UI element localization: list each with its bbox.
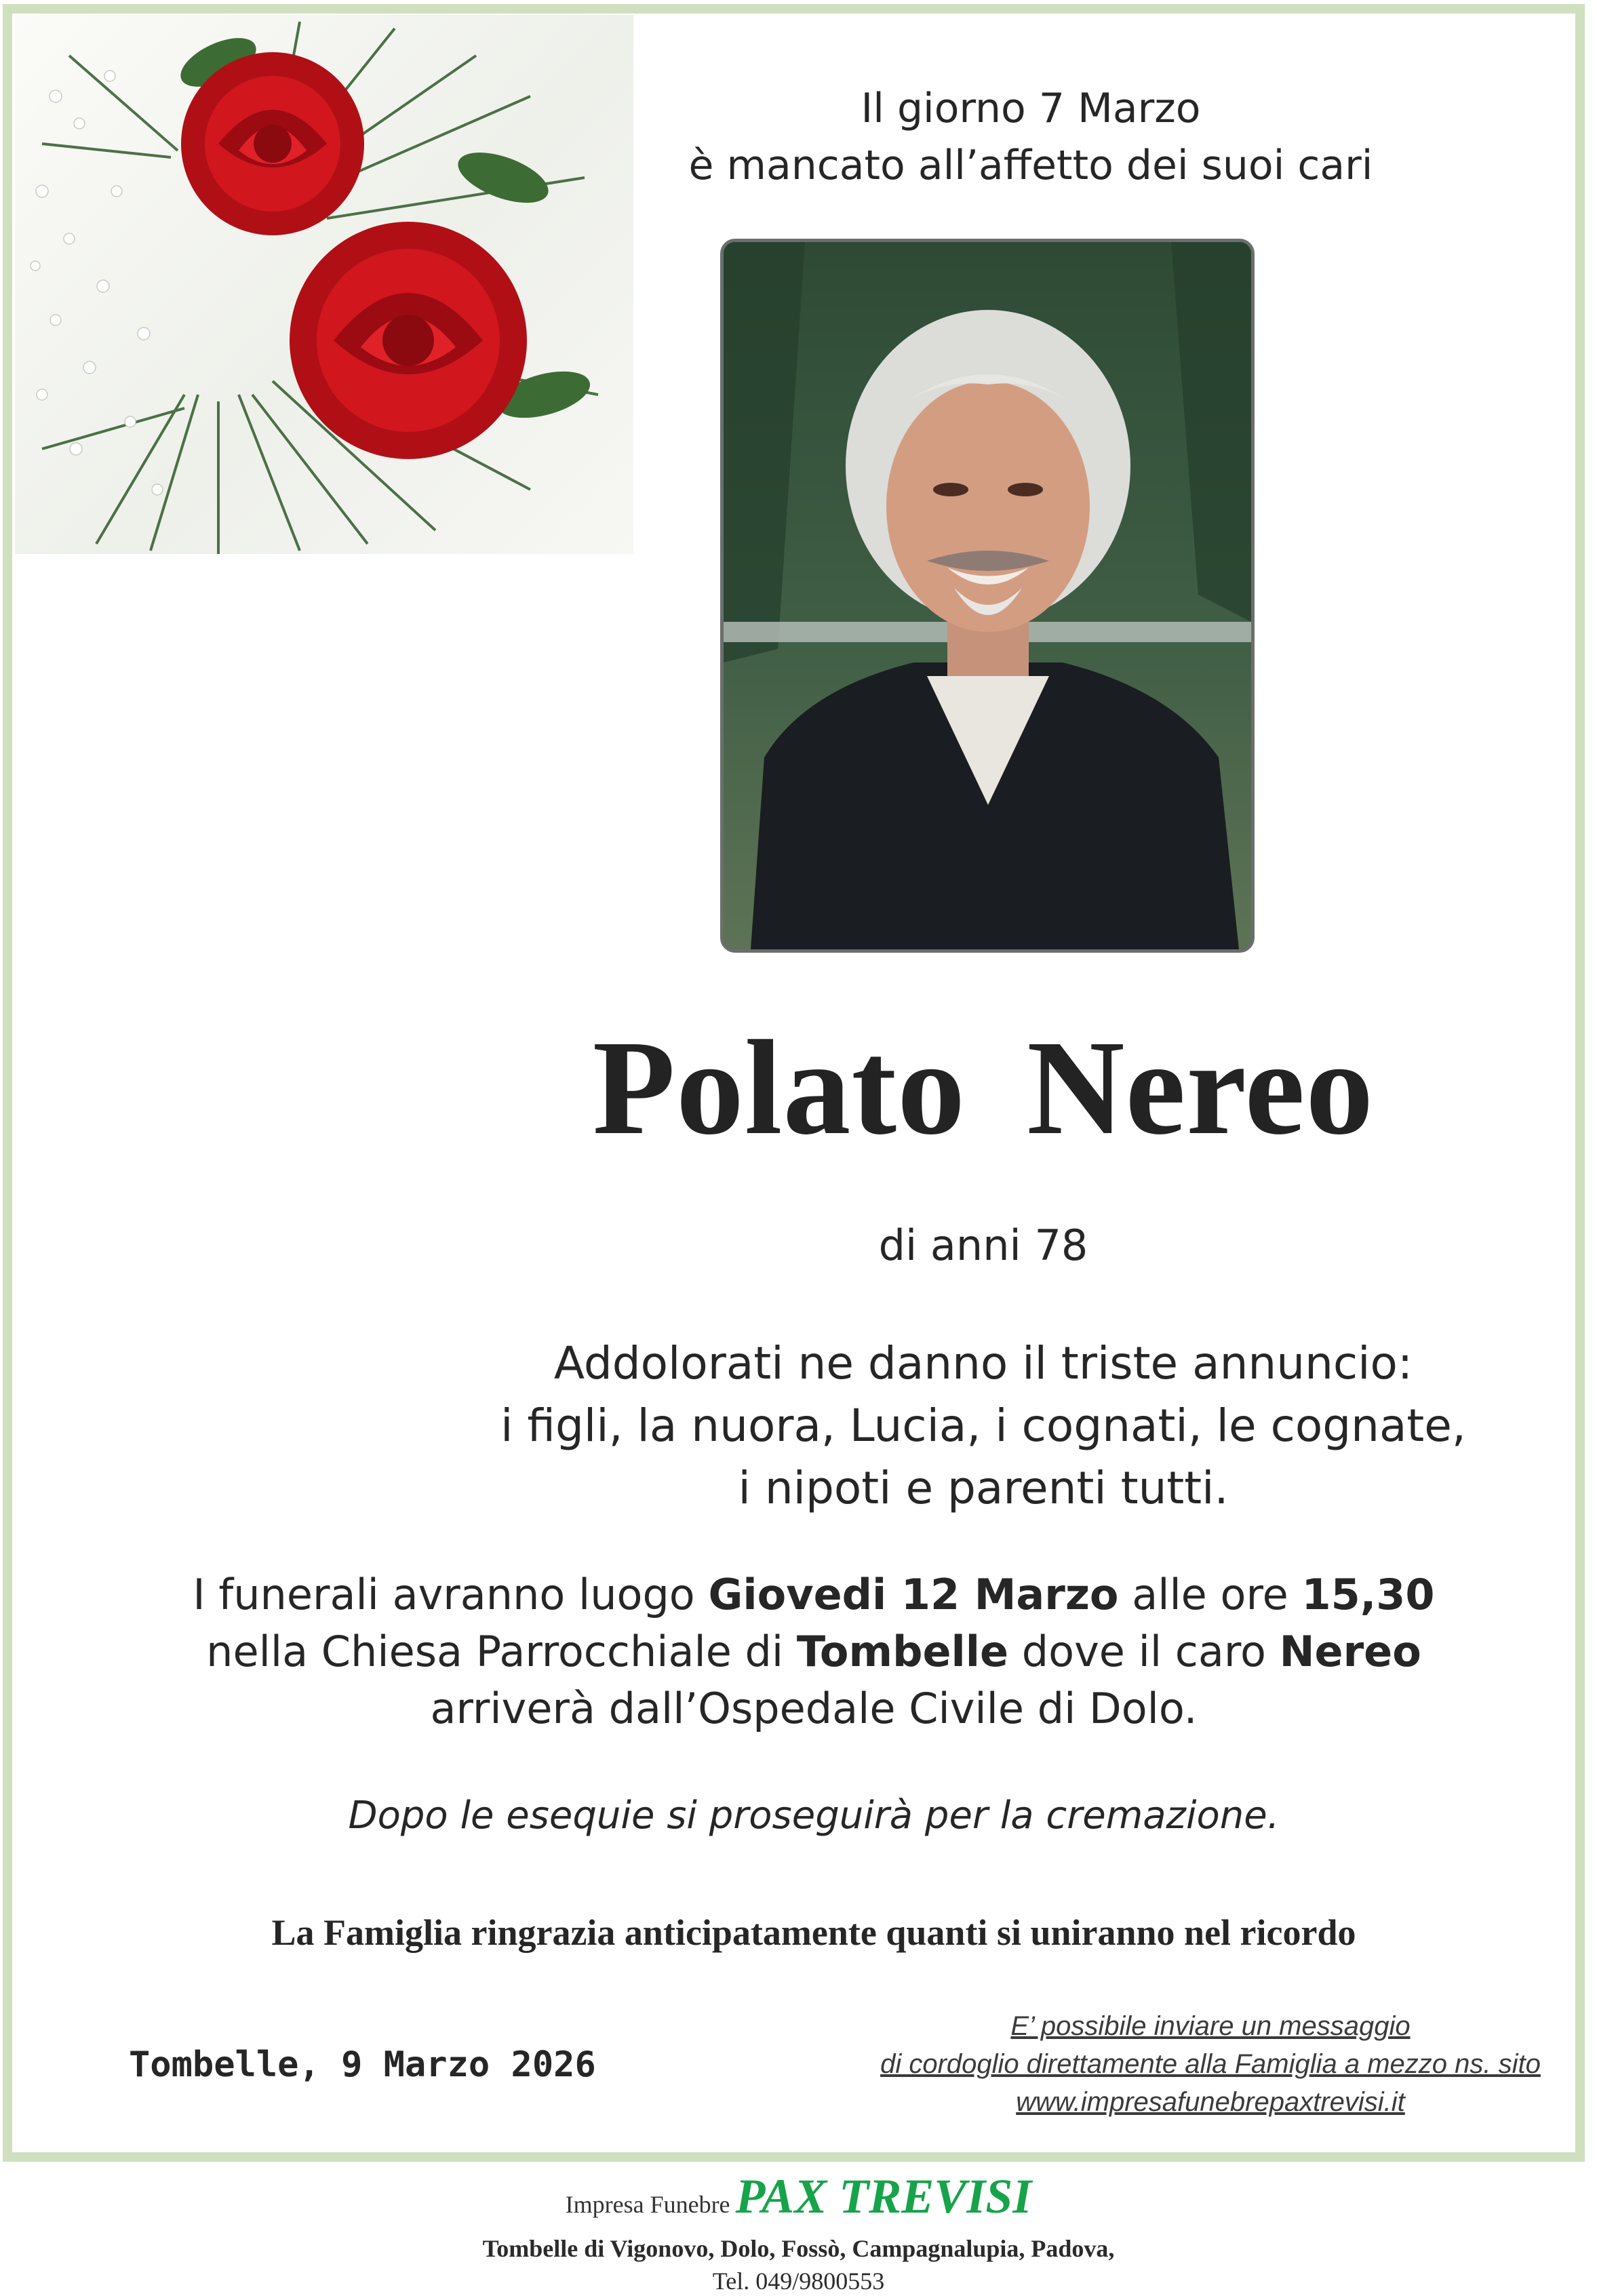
- announcement-line-3: i nipoti e parenti tutti.: [738, 1462, 1229, 1514]
- announcement-line-1: Addolorati ne danno il triste annuncio:: [553, 1337, 1413, 1389]
- funeral-text-1: I funerali avranno luogo: [193, 1570, 709, 1619]
- funeral-name: Nereo: [1279, 1627, 1421, 1676]
- deceased-first-name: Nereo: [1027, 1013, 1375, 1163]
- funeral-text-2: alle ore: [1118, 1570, 1302, 1619]
- funeral-home-prefix: Impresa Funebre: [565, 2191, 730, 2218]
- funeral-home-footer: [203, 2170, 1394, 2296]
- cremation-note: Dopo le esequie si proseguirà per la cremazione.: [348, 1794, 1280, 1838]
- funeral-home-phone: Tel. 049/9800553: [712, 2268, 885, 2295]
- deceased-age: di anni 78: [878, 1221, 1088, 1270]
- funeral-home-title: [203, 2170, 1394, 2231]
- funeral-line-1: [136, 1566, 1492, 1623]
- rose-top: [181, 52, 364, 235]
- funeral-home-brand: PAX TREVISI: [735, 2169, 1032, 2223]
- funeral-text-4: dove il caro: [1008, 1627, 1280, 1676]
- portrait-photo: [720, 239, 1255, 953]
- family-announcement: [339, 1332, 1597, 1520]
- death-intro: [597, 80, 1465, 194]
- intro-line-date: Il giorno 7 Marzo: [861, 85, 1201, 132]
- roses-illustration: [15, 15, 633, 554]
- announcement-line-2: i figli, la nuora, Lucia, i cognati, le cognate,: [500, 1400, 1466, 1452]
- message-line-1: E’ possibile inviare un messaggio: [1010, 2011, 1411, 2041]
- funeral-details: [136, 1566, 1492, 1737]
- funeral-line-3: arriverà dall’Ospedale Civile di Dolo.: [430, 1684, 1198, 1733]
- funeral-home-locations: Tombelle di Vigonovo, Dolo, Fossò, Campagnalupia, Padova,: [482, 2235, 1115, 2262]
- funeral-time: 15,30: [1301, 1570, 1435, 1619]
- funeral-day: Giovedi 12 Marzo: [708, 1570, 1119, 1619]
- funeral-line-2: [136, 1623, 1492, 1680]
- church-place: Tombelle: [796, 1627, 1009, 1676]
- family-thanks: La Famiglia ringrazia anticipatamente quanti si uniranno nel ricordo: [271, 1912, 1356, 1953]
- place-and-date: Tombelle, 9 Marzo 2026: [129, 2044, 596, 2085]
- condolence-message-link[interactable]: [844, 2007, 1577, 2121]
- red-roses-image: [15, 15, 633, 554]
- deceased-surname: Polato: [592, 1013, 966, 1163]
- funeral-text-3: nella Chiesa Parrocchiale di: [206, 1627, 797, 1676]
- message-line-2: di cordoglio direttamente alla Famiglia a mezzo ns. sito: [880, 2049, 1541, 2079]
- rose-bottom: [290, 222, 527, 459]
- intro-line-loss: è mancato all’affetto dei suoi cari: [688, 142, 1373, 189]
- deceased-name: [475, 1007, 1492, 1170]
- portrait-illustration: [724, 242, 1251, 949]
- website-link[interactable]: www.impresafunebrepaxtrevisi.it: [1016, 2087, 1405, 2117]
